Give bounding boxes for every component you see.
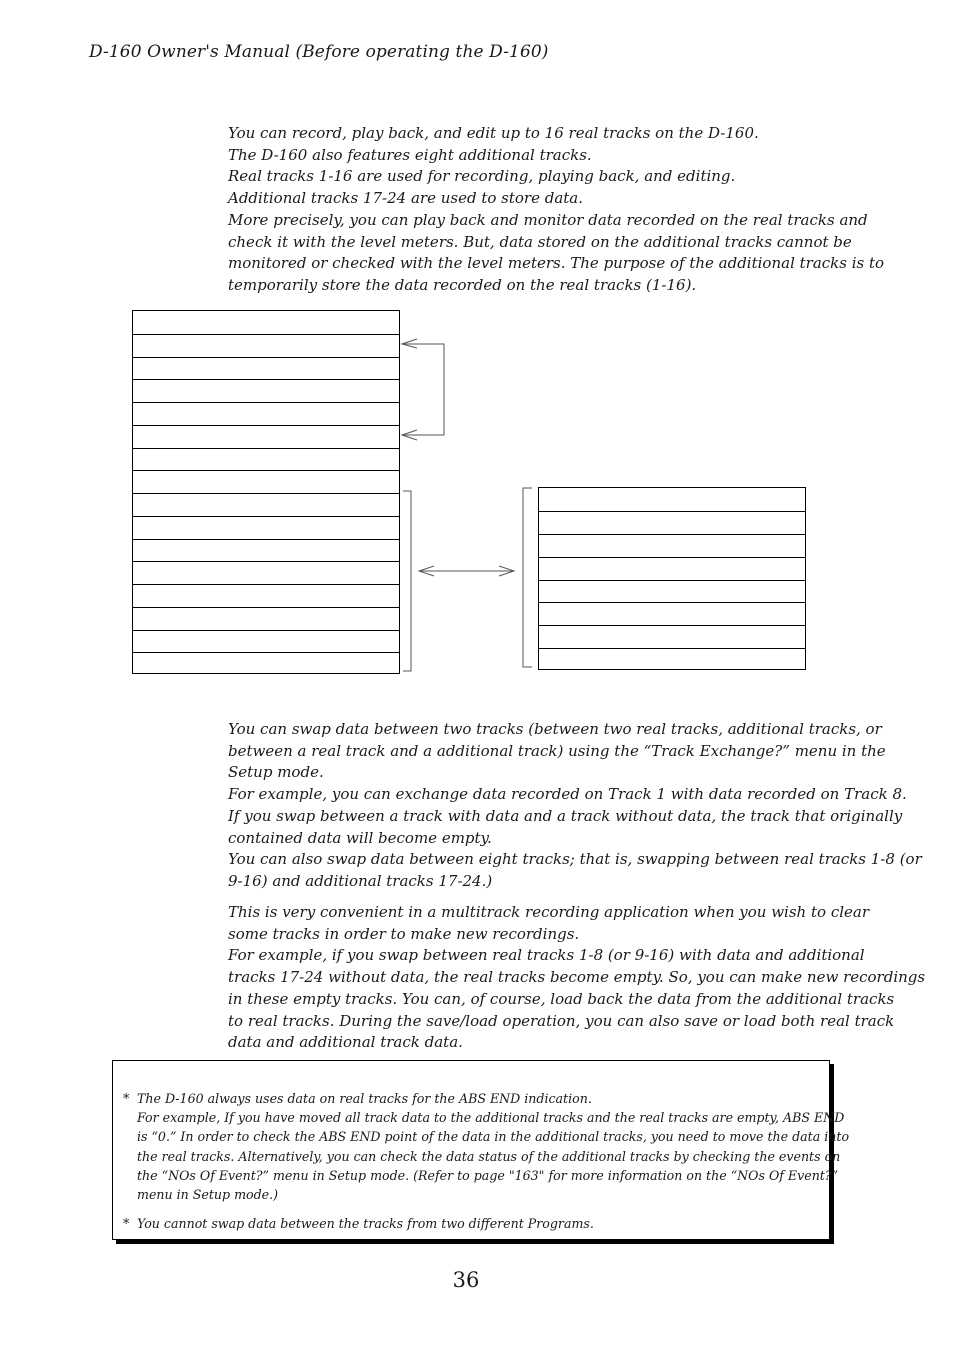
note-bullet: * [123,1216,130,1231]
text-line: If you swap between a track with data and a track without data, the track that originally [228,806,903,825]
text-line: contained data will become empty. [228,828,492,847]
text-line: 9-16) and additional tracks 17-24.) [228,871,493,890]
text-line: For example, you can exchange data recorded on Track 1 with data recorded on Track 8. [228,785,907,804]
text-line: Additional tracks 17-24 are used to store data. [228,189,584,208]
page-header: D-160 Owner's Manual (Before operating the D-160) [89,42,549,62]
note-line: is “0.” In order to check the ABS END point of the data in the additional tracks, you need to move the data into [137,1129,850,1145]
text-line: You can record, play back, and edit up to 16 real tracks on the D-160. [228,124,759,142]
additional-tracks-bracket [523,488,532,667]
text-line: check it with the level meters. But, data stored on the additional tracks cannot be [228,232,852,251]
text-line: some tracks in order to make new recordings. [228,924,580,943]
swap-bracket-arrow [403,344,444,435]
text-line: Setup mode. [228,763,324,782]
text-line: You can also swap data between eight tracks; that is, swapping between real tracks 1-8 (or [228,850,922,869]
text-line: monitored or checked with the level meters. The purpose of the additional tracks is to [228,254,885,273]
text-line: The D-160 also features eight additional tracks. [228,145,592,164]
swap-paragraph [228,719,922,893]
note-bullet: * [123,1091,130,1106]
text-line: More precisely, you can play back and monitor data recorded on the real tracks and [228,210,868,229]
text-line: Real tracks 1-16 are used for recording, playing back, and editing. [228,167,736,186]
text-line: temporarily store the data recorded on the real tracks (1-16). [228,275,697,294]
text-line: This is very convenient in a multitrack recording application when you wish to clear [228,903,870,921]
page-number: 36 [452,1268,480,1292]
real-tracks-bracket [403,491,411,671]
notes-box [112,1060,850,1240]
usage-paragraph [228,902,926,1054]
note-line: The D-160 always uses data on real tracks for the ABS END indication. [137,1091,592,1106]
note-line: For example, If you have moved all track data to the additional tracks and the real tracks are empty, ABS END [137,1110,845,1126]
text-line: You can swap data between two tracks (between two real tracks, additional tracks, or [228,720,882,738]
note-line: menu in Setup mode.) [137,1187,279,1203]
text-line: in these empty tracks. You can, of course, load back the data from the additional tracks [228,989,895,1008]
text-line: For example, if you swap between real tracks 1-8 (or 9-16) with data and additional [228,946,865,965]
text-line: between a real track and a additional track) using the “Track Exchange?” menu in the [228,741,886,760]
text-line: data and additional track data. [228,1033,463,1052]
note-programs [123,1214,823,1233]
note-line: You cannot swap data between the tracks from two different Programs. [137,1216,594,1231]
note-abs-end [123,1089,850,1204]
text-line: to real tracks. During the save/load operation, you can also save or load both real track [228,1011,895,1030]
note-line: the “NOs Of Event?” menu in Setup mode. (Refer to page "163" for more information on the “NOs Of Event?” [137,1167,839,1183]
note-line: the real tracks. Alternatively, you can check the data status of the additional tracks by checking the events on [137,1148,841,1164]
text-line: tracks 17-24 without data, the real tracks become empty. So, you can make new recordings [228,968,926,987]
